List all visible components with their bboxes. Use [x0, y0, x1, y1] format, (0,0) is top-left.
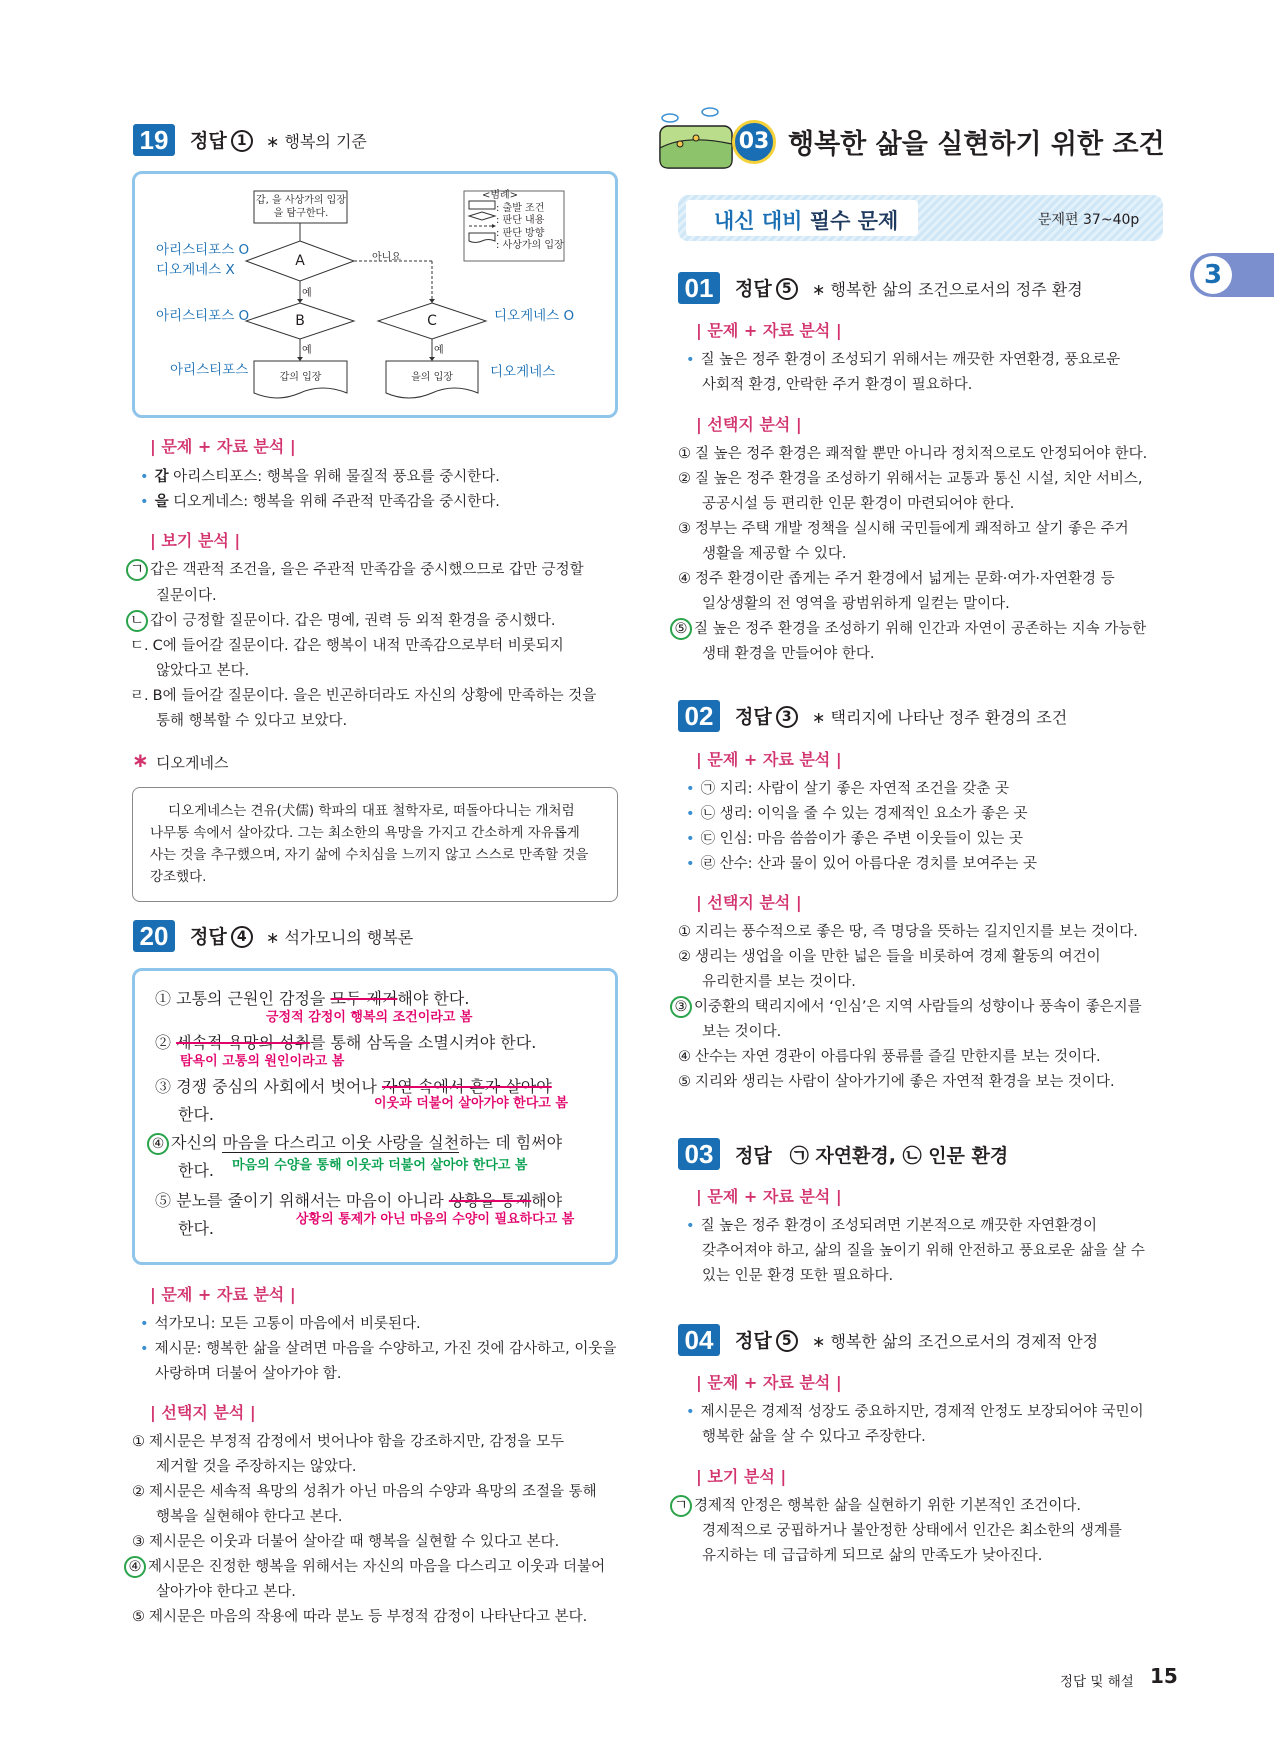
- option-line: ④ 정주 환경이란 좁게는 주거 환경에서 넓게는 문화·여가·자연환경 등: [678, 571, 1115, 587]
- flow-note-end2: 디오게네스: [490, 364, 556, 380]
- section-heading: | 문제 + 자료 분석 |: [696, 1373, 842, 1392]
- chapter-number: 3: [1194, 256, 1232, 294]
- option-line: ㄱ 갑은 객관적 조건을, 을은 주관적 만족감을 중시했으므로 갑만 긍정할: [130, 558, 584, 583]
- flow-start-text: 갑, 을 사상가의 입장을 탐구한다.: [256, 195, 346, 219]
- analysis-line: • 을 디오게네스: 행복을 위해 주관적 만족감을 중시한다.: [140, 494, 500, 510]
- option-line: ㄴ 갑이 긍정할 질문이다. 갑은 명예, 권력 등 외적 환경을 중시했다.: [130, 609, 555, 634]
- flow-yes-b: 예: [302, 345, 312, 356]
- flow-legend-1: : 출발 조건: [496, 203, 545, 214]
- analysis-line: • ㉣ 산수: 산과 물이 있어 아름다운 경치를 보여주는 곳: [686, 856, 1037, 872]
- question-topic: ∗ 행복한 삶의 조건으로서의 정주 환경: [812, 280, 1083, 299]
- answer-mark: 5: [776, 1330, 798, 1352]
- passage-note: 이웃과 더불어 살아가야 한다고 봄: [374, 1096, 568, 1111]
- analysis-line: 행복한 삶을 살 수 있다고 주장한다.: [702, 1429, 926, 1445]
- analysis-line: • 갑 아리스티포스: 행복을 위해 물질적 풍요를 중시한다.: [140, 469, 500, 485]
- passage-option-cont: 한다.: [178, 1105, 214, 1124]
- option-line: ② 제시문은 세속적 욕망의 성취가 아닌 마음의 수양과 욕망의 조절을 통해: [132, 1484, 597, 1500]
- landscape-icon: [656, 104, 736, 170]
- option-line: 통해 행복할 수 있다고 보았다.: [156, 713, 348, 729]
- option-line: ② 질 높은 정주 환경을 조성하기 위해서는 교통과 통신 시설, 치안 서비스,: [678, 471, 1143, 487]
- answer-label: 정답 1: [190, 126, 253, 153]
- passage-note: 상황의 통제가 아닌 마음의 수양이 필요하다고 봄: [296, 1212, 575, 1227]
- flowchart-diagram: [132, 171, 618, 418]
- page-number: 15: [1150, 1664, 1178, 1688]
- flow-yes-a: 예: [302, 288, 312, 299]
- note-line: 디오게네스는 견유(犬儒) 학파의 대표 철학자로, 떠돌아다니는 개처럼: [168, 803, 575, 819]
- question-topic: ∗ 택리지에 나타난 정주 환경의 조건: [812, 708, 1068, 727]
- option-line: 보는 것이다.: [702, 1024, 782, 1040]
- flow-note-c: 디오게네스 O: [494, 308, 575, 324]
- section-heading: | 선택지 분석 |: [150, 1403, 256, 1422]
- note-title: 디오게네스: [156, 754, 229, 772]
- note-line: 사는 것을 추구했으며, 자기 삶에 수치심을 느끼지 않고 스스로 만족할 것을: [150, 847, 589, 863]
- flow-note-end1: 아리스티포스: [170, 362, 249, 378]
- option-line: ① 지리는 풍수적으로 좋은 땅, 즉 명당을 뜻하는 길지인지를 보는 것이다.: [678, 924, 1138, 940]
- question-number: 01: [678, 272, 720, 304]
- footer-label: 정답 및 해설: [1060, 1674, 1134, 1690]
- question-number: 20: [133, 920, 175, 952]
- answer-mark: 3: [776, 706, 798, 728]
- analysis-line: • ㉡ 생리: 이익을 줄 수 있는 경제적인 요소가 좋은 곳: [686, 806, 1028, 822]
- flow-end-eul: 을의 입장: [411, 372, 453, 383]
- section-heading: | 문제 + 자료 분석 |: [696, 750, 842, 769]
- analysis-line: 사회적 환경, 안락한 주거 환경이 필요하다.: [702, 377, 973, 393]
- flow-end-gap: 갑의 입장: [279, 372, 322, 383]
- note-line: 강조했다.: [150, 869, 207, 885]
- option-line: ④ 산수는 자연 경관이 아름다워 풍류를 즐길 만한지를 보는 것이다.: [678, 1049, 1101, 1065]
- flow-legend-title: <범례>: [481, 190, 519, 201]
- section-heading: | 보기 분석 |: [696, 1467, 787, 1486]
- answer-label: 정답 5: [735, 274, 798, 301]
- unit-title: 행복한 삶을 실현하기 위한 조건: [788, 129, 1165, 160]
- section-heading: | 문제 + 자료 분석 |: [150, 437, 296, 456]
- flow-legend-2: : 판단 내용: [496, 215, 545, 226]
- flow-note-a1: 아리스티포스 O: [156, 242, 250, 258]
- flow-node-c: C: [427, 313, 437, 329]
- section-heading: | 문제 + 자료 분석 |: [696, 321, 842, 340]
- option-line: ④ 제시문은 진정한 행복을 위해서는 자신의 마음을 다스리고 이웃과 더불어: [128, 1555, 605, 1580]
- question-topic: ∗ 행복의 기준: [266, 132, 367, 151]
- analysis-line: 사랑하며 더불어 살아가야 함.: [155, 1366, 342, 1382]
- option-line: ③ 정부는 주택 개발 정책을 실시해 국민들에게 쾌적하고 살기 좋은 주거: [678, 521, 1129, 537]
- option-line: ㄹ. B에 들어갈 질문이다. 을은 빈곤하더라도 자신의 상황에 만족하는 것을: [130, 688, 597, 704]
- analysis-line: • 제시문: 행복한 삶을 살려면 마음을 수양하고, 가진 것에 감사하고, 이웃을: [140, 1341, 617, 1357]
- option-line: 살아가야 한다고 본다.: [156, 1584, 296, 1600]
- answer-text: ㉠ 자연환경, ㉡ 인문 환경: [789, 1145, 1009, 1167]
- answer-label: 정답 ㉠ 자연환경, ㉡ 인문 환경: [735, 1145, 1009, 1167]
- section-heading: | 선택지 분석 |: [696, 893, 802, 912]
- option-line: ⑤ 지리와 생리는 사람이 살아가기에 좋은 자연적 환경을 보는 것이다.: [678, 1074, 1115, 1090]
- question-number: 02: [678, 700, 720, 732]
- section-heading: | 보기 분석 |: [150, 531, 241, 550]
- option-line: ⑤ 질 높은 정주 환경을 조성하기 위해 인간과 자연이 공존하는 지속 가능한: [674, 617, 1146, 642]
- passage-note: 마음의 수양을 통해 이웃과 더불어 살아야 한다고 봄: [232, 1158, 528, 1173]
- option-line: 유지하는 데 급급하게 되므로 삶의 만족도가 낮아진다.: [702, 1548, 1043, 1564]
- section-heading: | 선택지 분석 |: [696, 415, 802, 434]
- flow-yes-c: 예: [434, 345, 444, 356]
- flow-legend-3: : 판단 방향: [496, 228, 545, 239]
- answer-label: 정답 3: [735, 702, 798, 729]
- option-line: 행복을 실현해야 한다고 본다.: [156, 1509, 343, 1525]
- option-line: ① 질 높은 정주 환경은 쾌적할 뿐만 아니라 정치적으로도 안정되어야 한다.: [678, 446, 1148, 462]
- option-line: ② 생리는 생업을 이을 만한 넓은 들을 비롯하여 경제 활동의 여건이: [678, 949, 1101, 965]
- option-line: 생활을 제공할 수 있다.: [702, 546, 847, 562]
- question-topic: ∗ 석가모니의 행복론: [266, 928, 414, 947]
- analysis-line: • 질 높은 정주 환경이 조성되려면 기본적으로 깨끗한 자연환경이: [686, 1218, 1098, 1234]
- asterisk-icon: ∗: [132, 748, 149, 772]
- flow-note-a2: 디오게네스 X: [156, 262, 235, 278]
- flow-node-a: A: [295, 253, 305, 269]
- banner-pages: 문제편 37~40p: [1038, 212, 1140, 228]
- option-line: 일상생활의 전 영역을 광범위하게 일컫는 말이다.: [702, 596, 1010, 612]
- note-line: 나무통 속에서 살아갔다. 그는 최소한의 욕망을 가지고 간소하게 자유롭게: [150, 825, 580, 841]
- passage-option: ② 세속적 욕망의 성취를 통해 삼독을 소멸시켜야 한다.: [155, 1033, 537, 1052]
- option-line: 제거할 것을 주장하지는 않았다.: [156, 1459, 357, 1475]
- question-number: 19: [133, 124, 175, 156]
- option-line: 질문이다.: [156, 588, 217, 604]
- analysis-line: • ㉢ 인심: 마음 씀씀이가 좋은 주변 이웃들이 있는 곳: [686, 831, 1023, 847]
- option-line: 경제적으로 궁핍하거나 불안정한 상태에서 인간은 최소한의 생계를: [702, 1523, 1122, 1539]
- passage-option: ① 고통의 근원인 감정을 모두 제거해야 한다.: [155, 989, 470, 1008]
- section-heading: | 문제 + 자료 분석 |: [696, 1187, 842, 1206]
- section-heading: | 문제 + 자료 분석 |: [150, 1285, 296, 1304]
- passage-note: 긍정적 감정이 행복의 조건이라고 봄: [266, 1010, 473, 1025]
- option-line: ㄱ 경제적 안정은 행복한 삶을 실현하기 위한 기본적인 조건이다.: [674, 1494, 1081, 1519]
- flow-no-a: 아니요: [372, 252, 401, 263]
- analysis-line: 있는 인문 환경 또한 필요하다.: [702, 1268, 894, 1284]
- passage-option-cont: 한다.: [178, 1219, 214, 1238]
- flow-legend-4: : 사상가의 입장: [496, 240, 564, 251]
- option-line: ① 제시문은 부정적 감정에서 벗어나야 함을 강조하지만, 감정을 모두: [132, 1434, 565, 1450]
- option-line: 않았다고 본다.: [156, 663, 250, 679]
- option-line: ㄷ. C에 들어갈 질문이다. 갑은 행복이 내적 만족감으로부터 비롯되지: [130, 638, 564, 654]
- answer-label: 정답 5: [735, 1326, 798, 1353]
- option-line: 유리한지를 보는 것이다.: [702, 974, 856, 990]
- option-line: ③ 제시문은 이웃과 더불어 살아갈 때 행복을 실현할 수 있다고 본다.: [132, 1534, 560, 1550]
- question-number: 04: [678, 1324, 720, 1356]
- analysis-line: 갖추어져야 하고, 삶의 질을 높이기 위해 안전하고 풍요로운 삶을 살 수: [702, 1243, 1145, 1259]
- analysis-line: • 제시문은 경제적 성장도 중요하지만, 경제적 안정도 보장되어야 국민이: [686, 1404, 1144, 1420]
- answer-mark: 4: [231, 926, 253, 948]
- option-line: 공공시설 등 편리한 인문 환경이 마련되어야 한다.: [702, 496, 1015, 512]
- analysis-line: • ㉠ 지리: 사람이 살기 좋은 자연적 조건을 갖춘 곳: [686, 781, 1009, 797]
- flow-note-b: 아리스티포스 O: [156, 308, 250, 324]
- passage-option: ④ 자신의 마음을 다스리고 이웃 사랑을 실천하는 데 힘써야: [151, 1130, 562, 1155]
- banner-title: 내신 대비 필수 문제: [714, 209, 899, 233]
- option-line: ⑤ 제시문은 마음의 작용에 따라 분노 등 부정적 감정이 나타난다고 본다.: [132, 1609, 588, 1625]
- answer-mark: 1: [231, 130, 253, 152]
- answer-mark: 5: [776, 278, 798, 300]
- unit-number: 03: [732, 120, 776, 164]
- answer-label: 정답 4: [190, 922, 253, 949]
- option-line: 생태 환경을 만들어야 한다.: [702, 646, 875, 662]
- flow-node-b: B: [295, 313, 305, 329]
- passage-note: 탐욕이 고통의 원인이라고 봄: [180, 1054, 345, 1069]
- question-topic: ∗ 행복한 삶의 조건으로서의 경제적 안정: [812, 1332, 1099, 1351]
- analysis-line: • 석가모니: 모든 고통이 마음에서 비롯된다.: [140, 1316, 421, 1332]
- question-number: 03: [678, 1138, 720, 1170]
- analysis-line: • 질 높은 정주 환경이 조성되기 위해서는 깨끗한 자연환경, 풍요로운: [686, 352, 1121, 368]
- passage-option: ⑤ 분노를 줄이기 위해서는 마음이 아니라 상황을 통제해야: [155, 1191, 563, 1210]
- passage-option-cont: 한다.: [178, 1161, 214, 1180]
- passage-option: ③ 경쟁 중심의 사회에서 벗어나 자연 속에서 혼자 살아야: [155, 1077, 552, 1096]
- option-line: ③ 이중환의 택리지에서 ‘인심’은 지역 사람들의 성향이나 풍속이 좋은지를: [674, 995, 1142, 1020]
